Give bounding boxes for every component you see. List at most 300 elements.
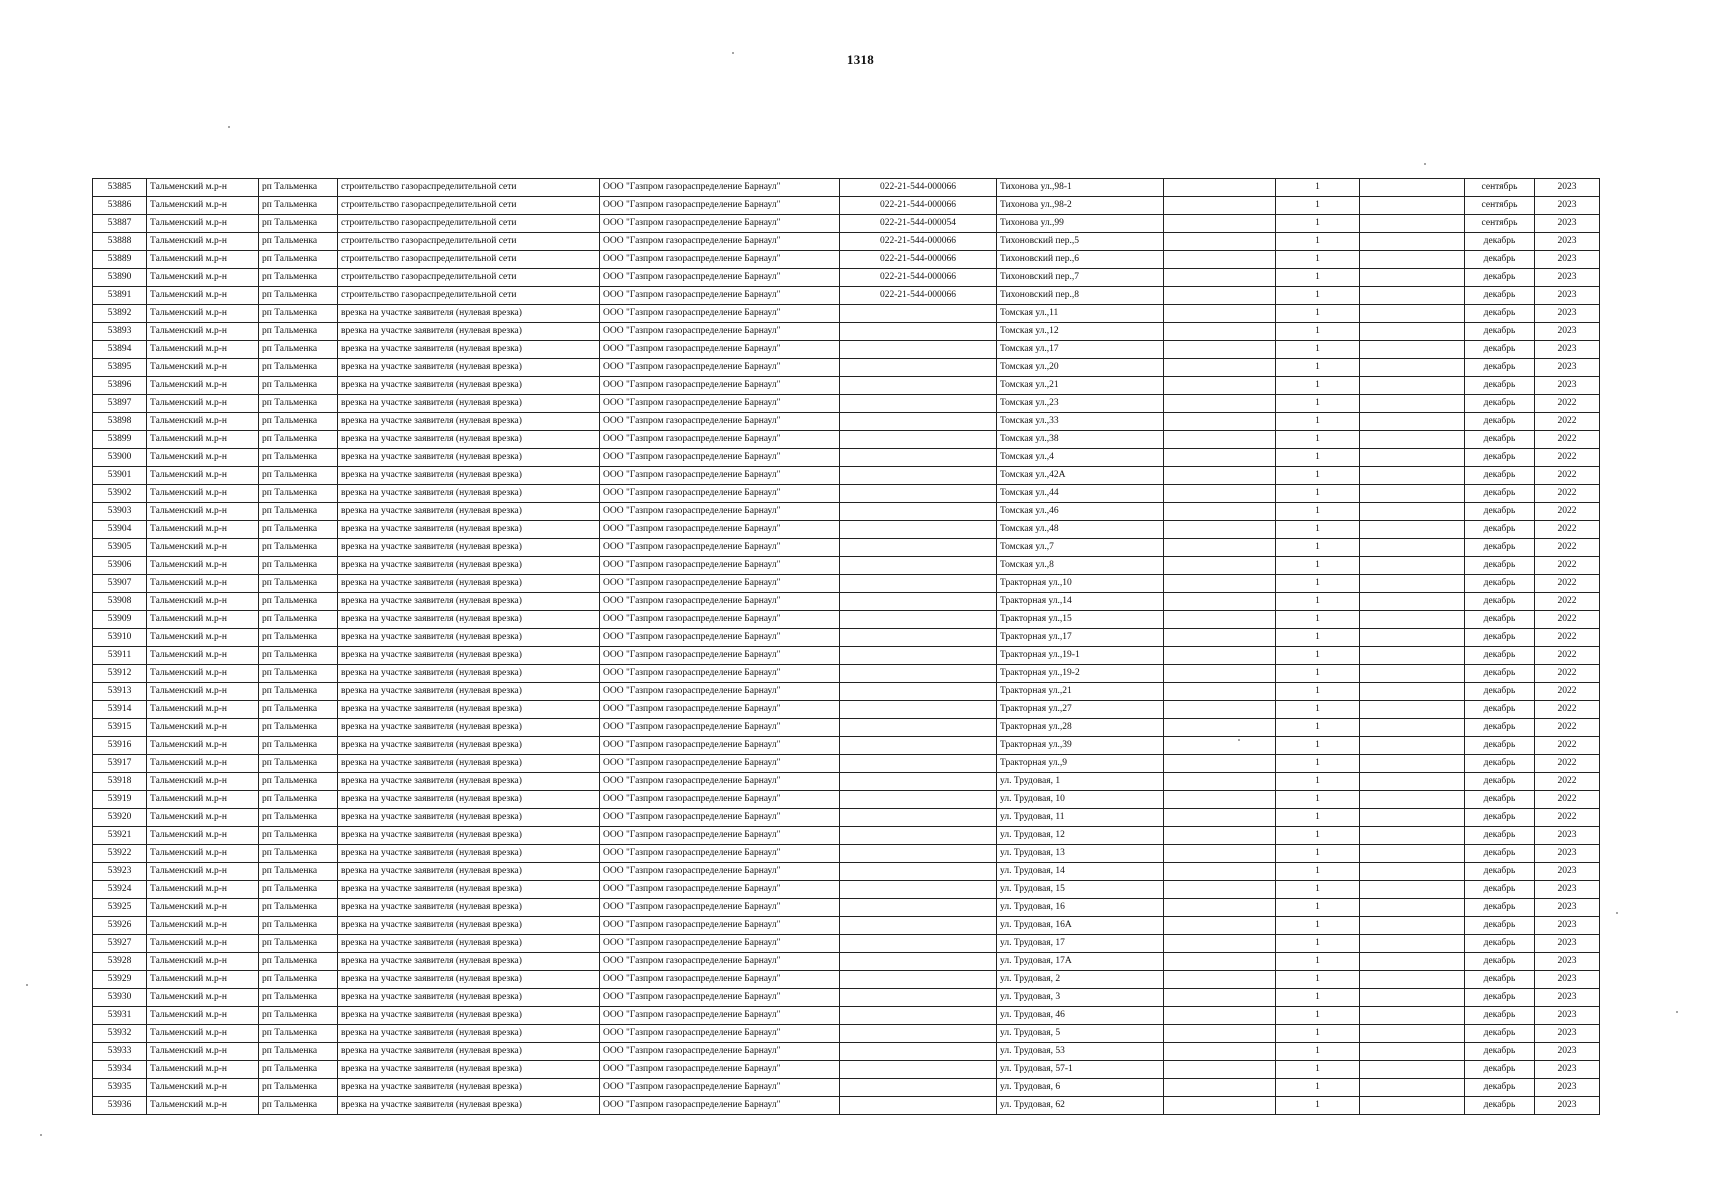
organization-cell: ООО "Газпром газораспределение Барнаул" — [600, 773, 840, 791]
table-row — [93, 845, 1600, 863]
row-number: 53911 — [93, 647, 147, 665]
count-cell: 1 — [1276, 485, 1360, 503]
month-cell: декабрь — [1465, 809, 1535, 827]
organization-cell: ООО "Газпром газораспределение Барнаул" — [600, 521, 840, 539]
table-row — [93, 251, 1600, 269]
district-cell: Тальменский м.р-н — [147, 989, 259, 1007]
count-cell: 1 — [1276, 1007, 1360, 1025]
count-cell: 1 — [1276, 305, 1360, 323]
extra-cell — [1164, 521, 1276, 539]
permit-code-cell — [840, 881, 997, 899]
organization-cell: ООО "Газпром газораспределение Барнаул" — [600, 305, 840, 323]
year-cell: 2023 — [1535, 215, 1600, 233]
district-cell: Тальменский м.р-н — [147, 899, 259, 917]
settlement-cell: рп Тальменка — [259, 431, 338, 449]
address-cell: Тракторная ул.,15 — [997, 611, 1164, 629]
settlement-cell: рп Тальменка — [259, 971, 338, 989]
district-cell: Тальменский м.р-н — [147, 215, 259, 233]
row-number: 53936 — [93, 1097, 147, 1115]
organization-cell: ООО "Газпром газораспределение Барнаул" — [600, 1097, 840, 1115]
permit-code-cell — [840, 431, 997, 449]
year-cell: 2022 — [1535, 755, 1600, 773]
extra-cell — [1164, 881, 1276, 899]
permit-code-cell — [840, 827, 997, 845]
count-cell: 1 — [1276, 1043, 1360, 1061]
extra-cell — [1164, 395, 1276, 413]
address-cell: ул. Трудовая, 62 — [997, 1097, 1164, 1115]
row-number: 53886 — [93, 197, 147, 215]
permit-code-cell: 022-21-544-000066 — [840, 179, 997, 197]
table-row — [93, 377, 1600, 395]
row-number: 53916 — [93, 737, 147, 755]
address-cell: Тихоновский пер.,7 — [997, 269, 1164, 287]
address-cell: ул. Трудовая, 17 — [997, 935, 1164, 953]
table-row — [93, 539, 1600, 557]
year-cell: 2023 — [1535, 1007, 1600, 1025]
row-number: 53912 — [93, 665, 147, 683]
work-type-cell: врезка на участке заявителя (нулевая врезка) — [338, 467, 600, 485]
address-cell: Томская ул.,42А — [997, 467, 1164, 485]
permit-code-cell — [840, 1097, 997, 1115]
month-cell: декабрь — [1465, 341, 1535, 359]
year-cell: 2023 — [1535, 935, 1600, 953]
month-cell: декабрь — [1465, 413, 1535, 431]
address-cell: Тракторная ул.,27 — [997, 701, 1164, 719]
settlement-cell: рп Тальменка — [259, 269, 338, 287]
work-type-cell: врезка на участке заявителя (нулевая врезка) — [338, 575, 600, 593]
work-type-cell: врезка на участке заявителя (нулевая врезка) — [338, 341, 600, 359]
address-cell: ул. Трудовая, 57-1 — [997, 1061, 1164, 1079]
settlement-cell: рп Тальменка — [259, 377, 338, 395]
note-cell — [1360, 593, 1465, 611]
year-cell: 2023 — [1535, 341, 1600, 359]
extra-cell — [1164, 935, 1276, 953]
settlement-cell: рп Тальменка — [259, 611, 338, 629]
organization-cell: ООО "Газпром газораспределение Барнаул" — [600, 1043, 840, 1061]
extra-cell — [1164, 755, 1276, 773]
note-cell — [1360, 377, 1465, 395]
count-cell: 1 — [1276, 881, 1360, 899]
district-cell: Тальменский м.р-н — [147, 1061, 259, 1079]
work-type-cell: врезка на участке заявителя (нулевая врезка) — [338, 413, 600, 431]
permit-code-cell — [840, 719, 997, 737]
work-type-cell: врезка на участке заявителя (нулевая врезка) — [338, 629, 600, 647]
district-cell: Тальменский м.р-н — [147, 917, 259, 935]
year-cell: 2023 — [1535, 989, 1600, 1007]
settlement-cell: рп Тальменка — [259, 989, 338, 1007]
note-cell — [1360, 449, 1465, 467]
address-cell: Тракторная ул.,39 — [997, 737, 1164, 755]
organization-cell: ООО "Газпром газораспределение Барнаул" — [600, 1061, 840, 1079]
note-cell — [1360, 1097, 1465, 1115]
settlement-cell: рп Тальменка — [259, 683, 338, 701]
work-type-cell: строительство газораспределительной сети — [338, 233, 600, 251]
permit-code-cell — [840, 647, 997, 665]
permit-code-cell — [840, 1079, 997, 1097]
address-cell: Томская ул.,4 — [997, 449, 1164, 467]
month-cell: декабрь — [1465, 719, 1535, 737]
note-cell — [1360, 341, 1465, 359]
extra-cell — [1164, 251, 1276, 269]
table-row — [93, 1061, 1600, 1079]
extra-cell — [1164, 179, 1276, 197]
address-cell: Тихонова ул.,98-1 — [997, 179, 1164, 197]
table-row — [93, 701, 1600, 719]
row-number: 53887 — [93, 215, 147, 233]
note-cell — [1360, 1079, 1465, 1097]
year-cell: 2022 — [1535, 737, 1600, 755]
address-cell: Томская ул.,7 — [997, 539, 1164, 557]
address-cell: ул. Трудовая, 10 — [997, 791, 1164, 809]
month-cell: декабрь — [1465, 611, 1535, 629]
organization-cell: ООО "Газпром газораспределение Барнаул" — [600, 1025, 840, 1043]
month-cell: декабрь — [1465, 485, 1535, 503]
district-cell: Тальменский м.р-н — [147, 791, 259, 809]
note-cell — [1360, 989, 1465, 1007]
month-cell: декабрь — [1465, 899, 1535, 917]
row-number: 53902 — [93, 485, 147, 503]
row-number: 53905 — [93, 539, 147, 557]
scan-speck — [732, 52, 734, 54]
work-type-cell: врезка на участке заявителя (нулевая врезка) — [338, 737, 600, 755]
settlement-cell: рп Тальменка — [259, 179, 338, 197]
settlement-cell: рп Тальменка — [259, 719, 338, 737]
table-row — [93, 323, 1600, 341]
scan-speck — [40, 1134, 42, 1136]
table-row — [93, 629, 1600, 647]
work-type-cell: врезка на участке заявителя (нулевая врезка) — [338, 1043, 600, 1061]
work-type-cell: врезка на участке заявителя (нулевая врезка) — [338, 1007, 600, 1025]
permit-code-cell — [840, 485, 997, 503]
month-cell: декабрь — [1465, 827, 1535, 845]
permit-code-cell — [840, 359, 997, 377]
permit-code-cell — [840, 791, 997, 809]
year-cell: 2023 — [1535, 845, 1600, 863]
organization-cell: ООО "Газпром газораспределение Барнаул" — [600, 899, 840, 917]
address-cell: Томская ул.,17 — [997, 341, 1164, 359]
organization-cell: ООО "Газпром газораспределение Барнаул" — [600, 791, 840, 809]
note-cell — [1360, 809, 1465, 827]
year-cell: 2022 — [1535, 413, 1600, 431]
count-cell: 1 — [1276, 935, 1360, 953]
district-cell: Тальменский м.р-н — [147, 521, 259, 539]
organization-cell: ООО "Газпром газораспределение Барнаул" — [600, 359, 840, 377]
note-cell — [1360, 485, 1465, 503]
permit-code-cell — [840, 323, 997, 341]
month-cell: сентябрь — [1465, 215, 1535, 233]
count-cell: 1 — [1276, 665, 1360, 683]
organization-cell: ООО "Газпром газораспределение Барнаул" — [600, 935, 840, 953]
work-type-cell: строительство газораспределительной сети — [338, 197, 600, 215]
organization-cell: ООО "Газпром газораспределение Барнаул" — [600, 1079, 840, 1097]
settlement-cell: рп Тальменка — [259, 341, 338, 359]
month-cell: декабрь — [1465, 1007, 1535, 1025]
scan-speck — [1616, 912, 1618, 914]
district-cell: Тальменский м.р-н — [147, 557, 259, 575]
organization-cell: ООО "Газпром газораспределение Барнаул" — [600, 197, 840, 215]
permit-code-cell — [840, 917, 997, 935]
count-cell: 1 — [1276, 827, 1360, 845]
note-cell — [1360, 359, 1465, 377]
address-cell: ул. Трудовая, 2 — [997, 971, 1164, 989]
count-cell: 1 — [1276, 287, 1360, 305]
organization-cell: ООО "Газпром газораспределение Барнаул" — [600, 431, 840, 449]
year-cell: 2022 — [1535, 467, 1600, 485]
settlement-cell: рп Тальменка — [259, 575, 338, 593]
note-cell — [1360, 881, 1465, 899]
table-row — [93, 575, 1600, 593]
address-cell: ул. Трудовая, 11 — [997, 809, 1164, 827]
extra-cell — [1164, 557, 1276, 575]
extra-cell — [1164, 467, 1276, 485]
table-row — [93, 809, 1600, 827]
year-cell: 2022 — [1535, 521, 1600, 539]
month-cell: декабрь — [1465, 701, 1535, 719]
note-cell — [1360, 197, 1465, 215]
extra-cell — [1164, 611, 1276, 629]
count-cell: 1 — [1276, 863, 1360, 881]
work-type-cell: врезка на участке заявителя (нулевая врезка) — [338, 485, 600, 503]
extra-cell — [1164, 269, 1276, 287]
district-cell: Тальменский м.р-н — [147, 647, 259, 665]
table-row — [93, 503, 1600, 521]
count-cell: 1 — [1276, 683, 1360, 701]
note-cell — [1360, 413, 1465, 431]
month-cell: декабрь — [1465, 377, 1535, 395]
district-cell: Тальменский м.р-н — [147, 881, 259, 899]
scan-speck — [228, 126, 230, 128]
organization-cell: ООО "Газпром газораспределение Барнаул" — [600, 377, 840, 395]
count-cell: 1 — [1276, 449, 1360, 467]
settlement-cell: рп Тальменка — [259, 755, 338, 773]
note-cell — [1360, 719, 1465, 737]
row-number: 53908 — [93, 593, 147, 611]
note-cell — [1360, 179, 1465, 197]
work-type-cell: врезка на участке заявителя (нулевая врезка) — [338, 791, 600, 809]
row-number: 53914 — [93, 701, 147, 719]
organization-cell: ООО "Газпром газораспределение Барнаул" — [600, 647, 840, 665]
settlement-cell: рп Тальменка — [259, 413, 338, 431]
address-cell: Томская ул.,8 — [997, 557, 1164, 575]
count-cell: 1 — [1276, 899, 1360, 917]
year-cell: 2023 — [1535, 1043, 1600, 1061]
extra-cell — [1164, 917, 1276, 935]
note-cell — [1360, 629, 1465, 647]
table-row — [93, 719, 1600, 737]
district-cell: Тальменский м.р-н — [147, 197, 259, 215]
permit-code-cell — [840, 683, 997, 701]
work-type-cell: врезка на участке заявителя (нулевая врезка) — [338, 1079, 600, 1097]
organization-cell: ООО "Газпром газораспределение Барнаул" — [600, 323, 840, 341]
permit-code-cell — [840, 773, 997, 791]
registry-table — [92, 178, 1600, 1115]
organization-cell: ООО "Газпром газораспределение Барнаул" — [600, 593, 840, 611]
note-cell — [1360, 557, 1465, 575]
table-row — [93, 935, 1600, 953]
row-number: 53933 — [93, 1043, 147, 1061]
extra-cell — [1164, 431, 1276, 449]
note-cell — [1360, 665, 1465, 683]
row-number: 53928 — [93, 953, 147, 971]
table-row — [93, 215, 1600, 233]
district-cell: Тальменский м.р-н — [147, 485, 259, 503]
settlement-cell: рп Тальменка — [259, 791, 338, 809]
row-number: 53898 — [93, 413, 147, 431]
settlement-cell: рп Тальменка — [259, 449, 338, 467]
address-cell: Тихоновский пер.,8 — [997, 287, 1164, 305]
permit-code-cell — [840, 1007, 997, 1025]
organization-cell: ООО "Газпром газораспределение Барнаул" — [600, 467, 840, 485]
table-row — [93, 737, 1600, 755]
month-cell: декабрь — [1465, 251, 1535, 269]
settlement-cell: рп Тальменка — [259, 1025, 338, 1043]
extra-cell — [1164, 701, 1276, 719]
table-row — [93, 863, 1600, 881]
count-cell: 1 — [1276, 1025, 1360, 1043]
count-cell: 1 — [1276, 503, 1360, 521]
row-number: 53891 — [93, 287, 147, 305]
month-cell: декабрь — [1465, 557, 1535, 575]
month-cell: декабрь — [1465, 881, 1535, 899]
district-cell: Тальменский м.р-н — [147, 683, 259, 701]
month-cell: декабрь — [1465, 647, 1535, 665]
note-cell — [1360, 971, 1465, 989]
month-cell: декабрь — [1465, 287, 1535, 305]
row-number: 53890 — [93, 269, 147, 287]
count-cell: 1 — [1276, 341, 1360, 359]
work-type-cell: врезка на участке заявителя (нулевая врезка) — [338, 989, 600, 1007]
district-cell: Тальменский м.р-н — [147, 323, 259, 341]
extra-cell — [1164, 1007, 1276, 1025]
settlement-cell: рп Тальменка — [259, 287, 338, 305]
note-cell — [1360, 701, 1465, 719]
year-cell: 2022 — [1535, 395, 1600, 413]
row-number: 53906 — [93, 557, 147, 575]
table-row — [93, 1043, 1600, 1061]
permit-code-cell — [840, 413, 997, 431]
district-cell: Тальменский м.р-н — [147, 395, 259, 413]
address-cell: ул. Трудовая, 13 — [997, 845, 1164, 863]
organization-cell: ООО "Газпром газораспределение Барнаул" — [600, 701, 840, 719]
registry-body — [93, 179, 1600, 1115]
work-type-cell: врезка на участке заявителя (нулевая врезка) — [338, 431, 600, 449]
extra-cell — [1164, 629, 1276, 647]
month-cell: декабрь — [1465, 845, 1535, 863]
year-cell: 2023 — [1535, 881, 1600, 899]
count-cell: 1 — [1276, 197, 1360, 215]
year-cell: 2022 — [1535, 575, 1600, 593]
organization-cell: ООО "Газпром газораспределение Барнаул" — [600, 233, 840, 251]
extra-cell — [1164, 539, 1276, 557]
extra-cell — [1164, 647, 1276, 665]
table-row — [93, 467, 1600, 485]
district-cell: Тальменский м.р-н — [147, 467, 259, 485]
district-cell: Тальменский м.р-н — [147, 449, 259, 467]
table-row — [93, 881, 1600, 899]
year-cell: 2022 — [1535, 449, 1600, 467]
permit-code-cell: 022-21-544-000066 — [840, 287, 997, 305]
settlement-cell: рп Тальменка — [259, 701, 338, 719]
row-number: 53900 — [93, 449, 147, 467]
row-number: 53913 — [93, 683, 147, 701]
permit-code-cell — [840, 629, 997, 647]
work-type-cell: строительство газораспределительной сети — [338, 215, 600, 233]
year-cell: 2022 — [1535, 701, 1600, 719]
year-cell: 2022 — [1535, 719, 1600, 737]
organization-cell: ООО "Газпром газораспределение Барнаул" — [600, 251, 840, 269]
organization-cell: ООО "Газпром газораспределение Барнаул" — [600, 575, 840, 593]
address-cell: Томская ул.,20 — [997, 359, 1164, 377]
district-cell: Тальменский м.р-н — [147, 503, 259, 521]
extra-cell — [1164, 791, 1276, 809]
row-number: 53925 — [93, 899, 147, 917]
organization-cell: ООО "Газпром газораспределение Барнаул" — [600, 179, 840, 197]
work-type-cell: врезка на участке заявителя (нулевая врезка) — [338, 719, 600, 737]
district-cell: Тальменский м.р-н — [147, 575, 259, 593]
work-type-cell: врезка на участке заявителя (нулевая врезка) — [338, 1097, 600, 1115]
district-cell: Тальменский м.р-н — [147, 341, 259, 359]
note-cell — [1360, 467, 1465, 485]
scan-speck — [1424, 163, 1426, 165]
month-cell: декабрь — [1465, 1025, 1535, 1043]
year-cell: 2022 — [1535, 773, 1600, 791]
work-type-cell: врезка на участке заявителя (нулевая врезка) — [338, 611, 600, 629]
organization-cell: ООО "Газпром газораспределение Барнаул" — [600, 809, 840, 827]
address-cell: ул. Трудовая, 17А — [997, 953, 1164, 971]
settlement-cell: рп Тальменка — [259, 629, 338, 647]
table-row — [93, 1007, 1600, 1025]
month-cell: декабрь — [1465, 575, 1535, 593]
extra-cell — [1164, 359, 1276, 377]
permit-code-cell — [840, 503, 997, 521]
permit-code-cell: 022-21-544-000066 — [840, 251, 997, 269]
work-type-cell: строительство газораспределительной сети — [338, 287, 600, 305]
note-cell — [1360, 1007, 1465, 1025]
address-cell: Томская ул.,23 — [997, 395, 1164, 413]
district-cell: Тальменский м.р-н — [147, 863, 259, 881]
month-cell: декабрь — [1465, 863, 1535, 881]
count-cell: 1 — [1276, 773, 1360, 791]
organization-cell: ООО "Газпром газораспределение Барнаул" — [600, 953, 840, 971]
year-cell: 2022 — [1535, 629, 1600, 647]
year-cell: 2023 — [1535, 1097, 1600, 1115]
table-row — [93, 953, 1600, 971]
work-type-cell: врезка на участке заявителя (нулевая врезка) — [338, 809, 600, 827]
row-number: 53892 — [93, 305, 147, 323]
settlement-cell: рп Тальменка — [259, 593, 338, 611]
district-cell: Тальменский м.р-н — [147, 1097, 259, 1115]
organization-cell: ООО "Газпром газораспределение Барнаул" — [600, 269, 840, 287]
extra-cell — [1164, 305, 1276, 323]
extra-cell — [1164, 665, 1276, 683]
permit-code-cell — [840, 899, 997, 917]
note-cell — [1360, 215, 1465, 233]
year-cell: 2023 — [1535, 971, 1600, 989]
note-cell — [1360, 287, 1465, 305]
note-cell — [1360, 773, 1465, 791]
district-cell: Тальменский м.р-н — [147, 593, 259, 611]
settlement-cell: рп Тальменка — [259, 773, 338, 791]
table-row — [93, 179, 1600, 197]
table-row — [93, 431, 1600, 449]
extra-cell — [1164, 323, 1276, 341]
month-cell: декабрь — [1465, 971, 1535, 989]
work-type-cell: врезка на участке заявителя (нулевая врезка) — [338, 773, 600, 791]
settlement-cell: рп Тальменка — [259, 539, 338, 557]
count-cell: 1 — [1276, 269, 1360, 287]
permit-code-cell — [840, 539, 997, 557]
settlement-cell: рп Тальменка — [259, 251, 338, 269]
